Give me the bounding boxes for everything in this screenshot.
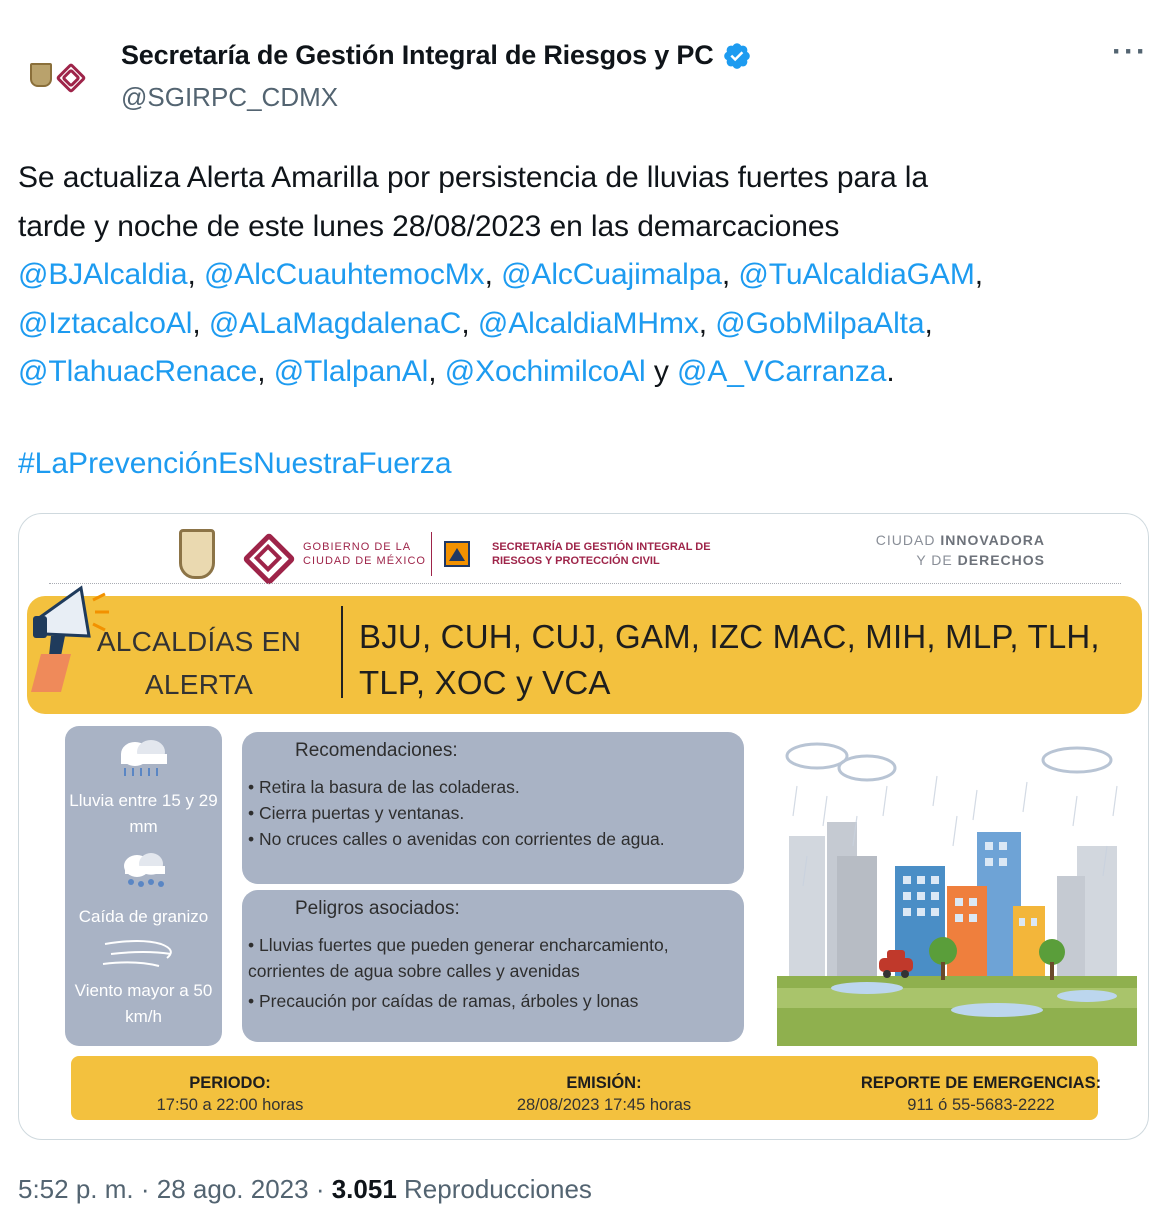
separator: , (257, 355, 266, 388)
list-item: • No cruces calles o avenidas con corrientes de agua. (248, 826, 665, 852)
separator: , (924, 306, 933, 340)
separator: y (653, 355, 669, 388)
tweet-line-2: tarde y noche de este lunes 28/08/2023 en las demarcaciones (18, 209, 840, 243)
alert-divider (341, 606, 343, 698)
views-label: Reproducciones (404, 1174, 592, 1204)
separator: , (428, 355, 437, 388)
mention-link[interactable]: @BJAlcaldia (18, 258, 188, 291)
list-item: • Cierra puertas y ventanas. (248, 800, 665, 826)
sgirpc-text: SECRETARÍA DE GESTIÓN INTEGRAL DE RIESGOS Y PROTECCIÓN CIVIL (492, 541, 711, 567)
recommendations-list (248, 774, 665, 852)
mention-link[interactable]: @TlalpanAl (273, 355, 429, 388)
mention-link[interactable]: @TlahuacRenace (18, 355, 258, 388)
account-name-row (121, 40, 752, 71)
rain-text: Lluvia entre 15 y 29 mm (69, 791, 218, 836)
proteccion-civil-icon (444, 541, 470, 567)
mention-link[interactable]: @AlcCuajimalpa (501, 258, 722, 291)
emergency-value: 911 ó 55-5683-2222 (907, 1096, 1055, 1114)
mention-link[interactable]: @AlcCuauhtemocMx (203, 258, 485, 291)
views-count: 3.051 (331, 1174, 397, 1204)
alert-municipalities: BJU, CUH, CUJ, GAM, IZC MAC, MIH, MLP, TLH, TLP, XOC y VCA (359, 618, 1100, 701)
period-label: PERIODO: (189, 1074, 271, 1092)
mention-link[interactable]: @A_VCarranza (677, 355, 887, 388)
account-handle[interactable]: @SGIRPC_CDMX (121, 82, 339, 112)
hazards-box (242, 890, 744, 1042)
separator-dot: · (140, 1174, 150, 1204)
hail-text: Caída de granizo (78, 907, 209, 926)
recommendations-box (242, 732, 744, 884)
cdmx-crest-icon (30, 63, 52, 87)
separator: . (886, 355, 895, 388)
separator: , (974, 258, 983, 291)
separator: , (187, 258, 196, 291)
list-item: • Precaución por caídas de ramas, árboles y lonas (248, 988, 728, 1014)
cdmx-knot-icon (241, 531, 287, 577)
separator: , (461, 306, 470, 340)
tweet-meta (18, 1174, 592, 1205)
slogan-text: DERECHOS (957, 552, 1045, 568)
rainy-city-illustration (777, 726, 1137, 1046)
mention-link[interactable]: @AlcaldiaMHmx (477, 306, 699, 340)
tweet-text (18, 154, 1138, 397)
cdmx-knot-icon (56, 63, 80, 87)
emergency-report-info (859, 1072, 1103, 1116)
tweet-media-image[interactable] (18, 513, 1149, 1140)
mention-link[interactable]: @GobMilpaAlta (715, 306, 925, 340)
alert-label: ALCALDÍAS EN ALERTA (96, 626, 302, 700)
account-avatar[interactable] (18, 38, 92, 112)
separator: , (192, 306, 201, 340)
tweet-line-5 (18, 348, 1138, 397)
slogan-text: INNOVADORA (940, 532, 1045, 548)
tweet-line-3 (18, 251, 1138, 300)
separator: , (484, 258, 493, 291)
mention-link[interactable]: @XochimilcoAl (444, 355, 646, 388)
emission-info (489, 1072, 719, 1116)
verified-badge-icon[interactable] (722, 41, 752, 71)
separator-dot: · (315, 1174, 325, 1204)
more-options-icon[interactable]: ··· (1112, 35, 1148, 68)
wind-text: Viento mayor a 50 km/h (74, 981, 213, 1026)
mention-link[interactable]: @ALaMagdalenaC (208, 306, 462, 340)
list-item: • Lluvias fuertes que pueden generar encharcamiento, corrientes de agua sobre calles y avenidas (248, 932, 728, 984)
mention-link[interactable]: @IztacalcoAl (18, 306, 193, 340)
cdmx-crest-icon (179, 529, 215, 579)
ciudad-innovadora-slogan (849, 530, 1045, 570)
recommendations-title: Recomendaciones: (295, 740, 458, 761)
account-display-name[interactable]: Secretaría de Gestión Integral de Riesgos y PC (121, 40, 714, 70)
dotted-divider (49, 583, 1121, 584)
hail-cloud-icon (115, 850, 175, 890)
hazards-list (248, 932, 728, 1014)
hashtag-link[interactable]: #LaPrevenciónEsNuestraFuerza (18, 447, 452, 480)
slogan-text: CIUDAD (875, 532, 941, 548)
period-value: 17:50 a 22:00 horas (156, 1096, 304, 1114)
slogan-text: Y DE (916, 552, 958, 568)
tweet-line-4 (18, 300, 1138, 349)
weather-side-panel (65, 726, 222, 1046)
period-info (137, 1072, 323, 1116)
list-item: • Retira la basura de las coladeras. (248, 774, 665, 800)
tweet-time[interactable]: 5:52 p. m. (18, 1174, 134, 1204)
emission-label: EMISIÓN: (566, 1074, 642, 1092)
hazards-title: Peligros asociados: (295, 898, 460, 919)
wind-icon (101, 932, 185, 972)
mention-link[interactable]: @TuAlcaldiaGAM (738, 258, 975, 291)
rain-cloud-icon (113, 736, 173, 776)
tweet-line-1: Se actualiza Alerta Amarilla por persistencia de lluvias fuertes para la (18, 161, 928, 194)
tweet-date[interactable]: 28 ago. 2023 (156, 1174, 309, 1204)
gov-header (179, 524, 722, 584)
emergency-label: REPORTE DE EMERGENCIAS: (860, 1074, 1102, 1092)
emission-value: 28/08/2023 17:45 horas (516, 1096, 692, 1114)
separator: , (721, 258, 731, 291)
gov-text: GOBIERNO DE LA CIUDAD DE MÉXICO (303, 541, 426, 567)
divider (431, 532, 432, 576)
separator: , (698, 306, 707, 340)
